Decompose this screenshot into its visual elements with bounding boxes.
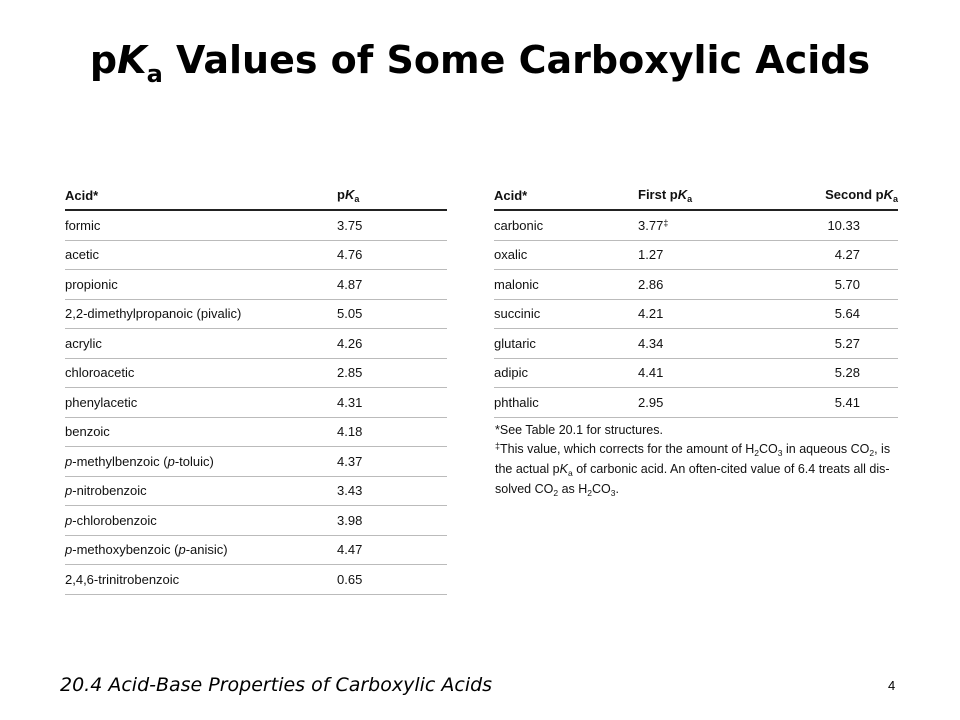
table-header-row (494, 186, 898, 210)
table-row: glutaric 4.34 5.27 (494, 329, 898, 359)
page-number: 4 (888, 678, 896, 693)
table-row: propionic 4.87 (65, 270, 447, 300)
pka-column-header: $pK_a$ (337, 186, 447, 210)
table-row: malonic 2.86 5.70 (494, 270, 898, 300)
table-row: acetic 4.76 (65, 240, 447, 270)
table-row: formic 3.75 (65, 210, 447, 240)
table-footnotes (495, 422, 900, 501)
acid-column-header: Acid* (65, 186, 337, 210)
table-row: p-methylbenzoic (p-toluic) 4.37 (65, 447, 447, 477)
table-row: oxalic 1.27 4.27 (494, 240, 898, 270)
table-row: benzoic 4.18 (65, 417, 447, 447)
table-row: 2,2-dimethylpropanoic (pivalic) 5.05 (65, 299, 447, 329)
acid-column-header: Acid* (494, 186, 638, 210)
diacid-pka-table (494, 186, 898, 418)
table-row: 2,4,6-trinitrobenzoic 0.65 (65, 565, 447, 595)
table-row: p-methoxybenzoic (p-anisic) 4.47 (65, 535, 447, 565)
table-row: p-chlorobenzoic 3.98 (65, 506, 447, 536)
table-row: phthalic 2.95 5.41 (494, 388, 898, 418)
footnote-structures: *See Table 20.1 for structures. (495, 423, 663, 437)
table-row: chloroacetic 2.85 (65, 358, 447, 388)
slide-title: $pK_a$ Values of Some Carboxylic Acids (89, 38, 871, 88)
slide-footer-section-title: 20.4 Acid-Base Properties of Carboxylic Acids (60, 674, 493, 696)
table-row: phenylacetic 4.31 (65, 388, 447, 418)
table-row: adipic 4.41 5.28 (494, 358, 898, 388)
table-header-row (65, 186, 447, 210)
table-row: carbonic 3.77‡ 10.33 (494, 210, 898, 240)
second-pka-column-header: Second $pK_a$ (748, 186, 898, 210)
first-pka-column-header: First $pK_a$ (638, 186, 748, 210)
table-row: p-nitrobenzoic 3.43 (65, 476, 447, 506)
table-row: succinic 4.21 5.64 (494, 299, 898, 329)
footnote-carbonic: ‡This value, which corrects for the amount of $H_2CO_3$ in aqueous $CO_2$, is the actual $pK_a$ of carbonic acid. An often-cited value of 6.4 treats all dis- solved $CO_2$ as $H_2CO_3$. (495, 441, 891, 498)
table-row: acrylic 4.26 (65, 329, 447, 359)
monoacid-pka-table (65, 186, 447, 595)
